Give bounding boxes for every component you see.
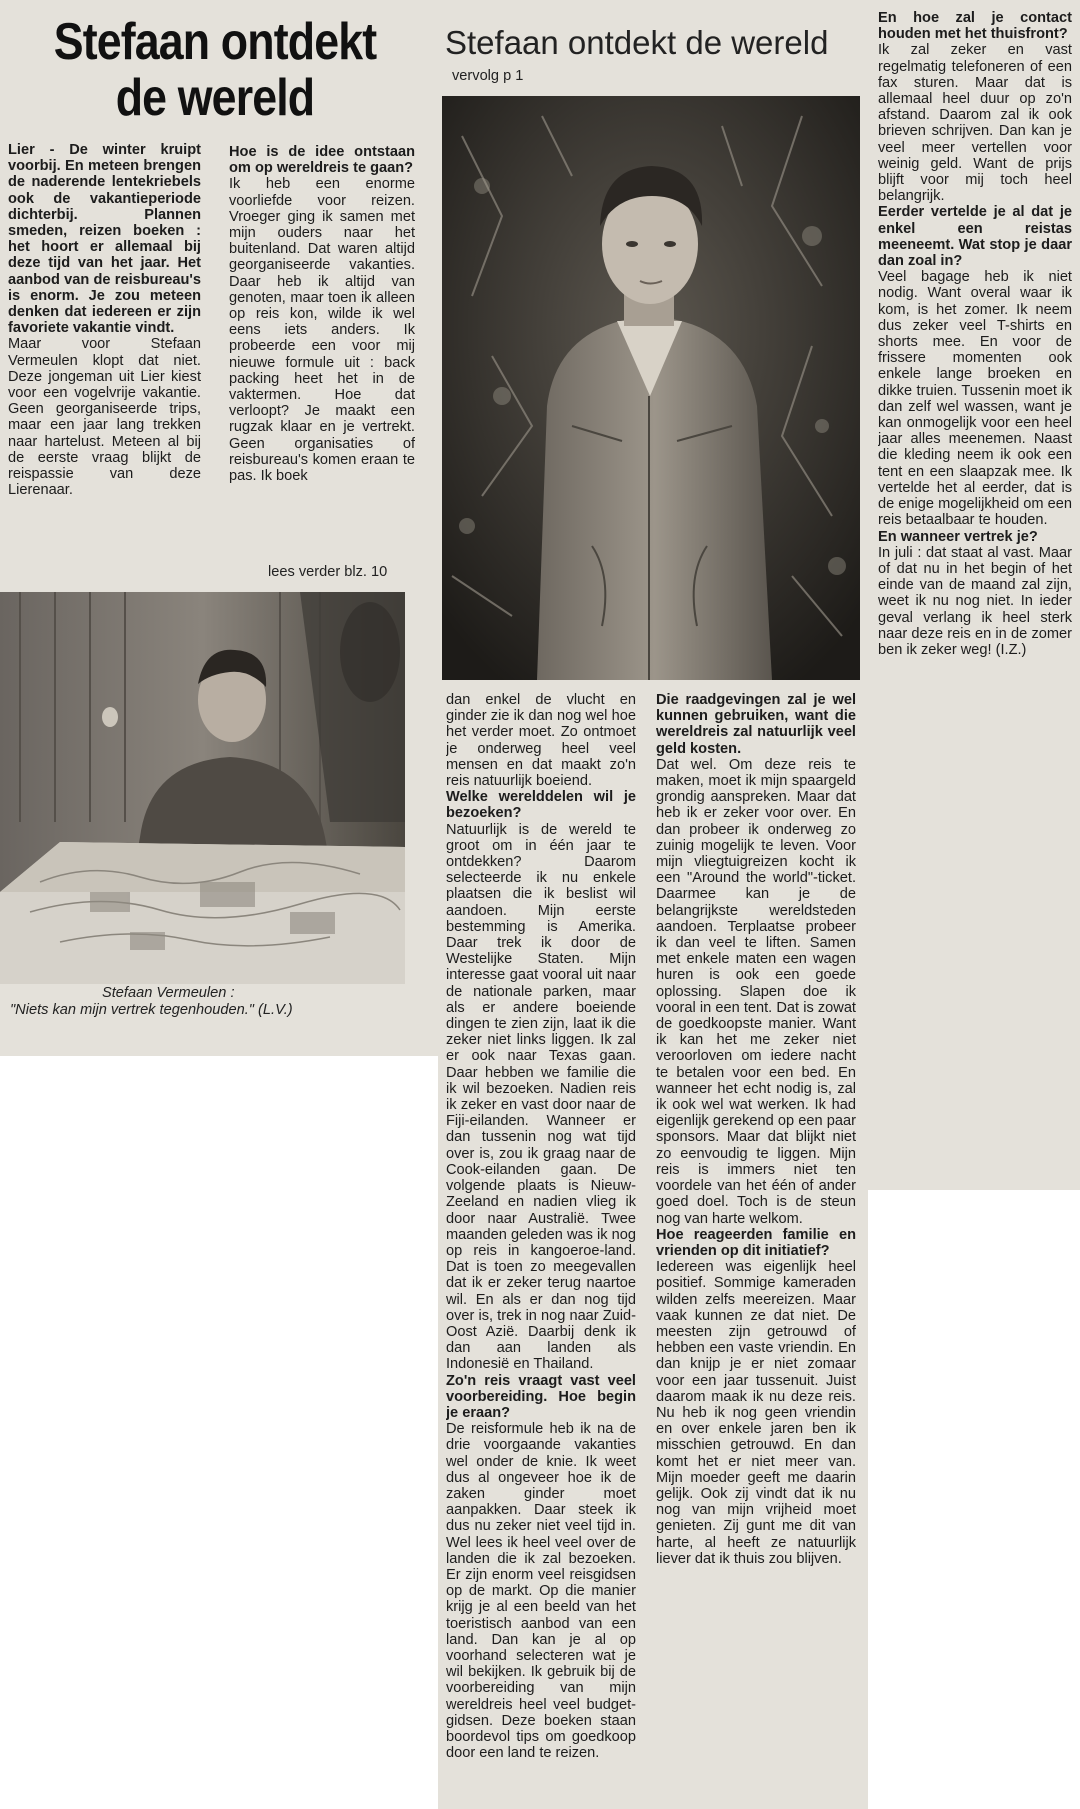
caption-quote: "Niets kan mijn vertrek tegenhouden." (L.V.) <box>10 1002 293 1018</box>
question-6: En hoe zal je contact houden met het thuisfront? <box>878 10 1072 43</box>
continued-column-c <box>878 10 1072 1185</box>
answer-4: Dat wel. Om deze reis te maken, moet ik mijn spaargeld grondig aanspreken. Maar dat heb ik er zeker voor over. En dan probeer ik onderweg zo zuinig mogelijk te leven. Voor mijn vliegtuigreizen kocht ik een "Around the world"-ticket. Daarmee kan je de belangrijkste wereldsteden aandoen. Terplaatse probeer ik dan veel te liften. Samen met enkele maten een wagen huren is ook een goede oplossing. Slapen doe ik vooral in een tent. Dat is zowat de goedkoopste manier. Want ik kan het me zeker niet veroorloven om iedere nacht te betalen voor een bed. En wanneer het echt nodig is, zal ik ook wel wat werken. Ik had eigenlijk gerekend op een paar sponsors. Maar dat blijkt niet zo eenvoudig te liggen. Mijn reis is immers niet ten voordele van het één of ander goed doel. Toch is de steun nog van harte welkom. <box>656 756 856 1227</box>
question-8: En wanneer vertrek je? <box>878 528 1038 545</box>
caption-name: Stefaan Vermeulen : <box>102 985 235 1001</box>
question-7: Eerder vertelde je al dat je enkel een reistas meeneemt. Wat stop je daar dan zoal in? <box>878 204 1072 270</box>
answer-8: In juli : dat staat al vast. Maar of dat nu in het begin of het einde van de maand zal zijn, weet ik nu nog niet. In ieder geval verlang ik heel sterk naar deze reis en in de zomer ben ik zeker weg! (I.Z.) <box>878 544 1072 658</box>
question-1: Hoe is de idee ontstaan om op wereldreis te gaan? <box>229 144 415 177</box>
headline <box>30 14 400 126</box>
answer-1: Ik heb een enorme voorliefde voor reizen. Vroeger ging ik samen met mijn ouders naar het buitenland. Dat waren altijd georganiseerde vakanties. Daar heb ik altijd van genoten, maar toen ik alleen op reis kon, wilde ik wel eens iets anders. Ik probeerde een voor mij nieuwe formule uit : back packing heet het in de vaktermen. Hoe dat verloopt? Je maakt een rugzak klaar en je vertrekt. Geen organisaties of reisbureau's komen eraan te pas. Ik boek <box>229 176 415 485</box>
portrait-photo <box>442 96 860 680</box>
continued-column-a <box>446 692 636 1809</box>
answer-2: Natuurlijk is de wereld te groot om in één jaar te ontdekken? Daarom selecteerde ik nu enkele plaatsen die ik beslist wil aandoen. Mijn eerste bestemming is Amerika. Daar trek ik door de Westelijke Staten. Mijn interesse gaat vooral uit naar de nationale parken, maar als er andere boeiende dingen te zien zijn, laat ik die zeker niet links liggen. Ik zal er ook naar Texas gaan. Daar hebben we familie die ik wil bezoeken. Nadien reis ik zeker en vast door naar de Fiji-eilanden. Wanneer er dan tussenin nog wat tijd over is, zou ik graag naar de Cook-eilanden gaan. De volgende plaats is Nieuw-Zeeland en nadien vlieg ik door naar Australië. Twee maanden geleden was ik nog op reis in kangoeroe-land. Dat is toen zo meegevallen dat ik er zeker terug naartoe wil. En als er dan nog tijd over is, trek in nog naar Zuid-Oost Azië. Daarbij denk ik dan aan landen als Indonesië en Thailand. <box>446 821 636 1373</box>
question-5: Hoe reageerden familie en vrienden op dit initiatief? <box>656 1226 856 1259</box>
article-intro: Maar voor Stefaan Vermeulen klopt dat niet. Deze jongeman uit Lier kiest voor een vogelvrije vakantie. Geen georganiseerde trips, maar een jaar lang trekken naar hartelust. Meteen al bij de eerste vraag blijkt de reispassie van deze Lierenaar. <box>8 336 201 499</box>
continued-on-label: lees verder blz. 10 <box>268 564 388 580</box>
question-4: Die raadgevingen zal je wel kunnen gebruiken, want die wereldreis zal natuurlijk veel geld kosten. <box>656 692 856 757</box>
front-photo <box>0 592 405 984</box>
answer-5: Iedereen was eigenlijk heel positief. Sommige kameraden wilden zelfs meereizen. Maar vaak kunnen ze dat niet. De meesten zijn getrouwd of hebben een vaste vriendin. En dan knijp je er niet zomaar voor een jaar tussenuit. Juist daarom maak ik nu deze reis. Nu heb ik nog geen vriendin en over enkele jaren ben ik misschien getrouwd. En dan komt het er niet meer van. Mijn moeder geeft me daarin gelijk. Ook zij vindt dat ik nu nog van mijn vrijheid moet genieten. Zij gunt me dit van harte, al heeft ze natuurlijk liever dat ik thuis zou blijven. <box>656 1259 856 1567</box>
question-3: Zo'n reis vraagt vast veel voorbereiding. Hoe begin je eraan? <box>446 1372 636 1421</box>
front-column-2 <box>229 144 415 562</box>
answer-3: De reisformule heb ik na de drie voorgaande vakanties wel onder de knie. Ik weet dus al ongeveer hoe ik de zaken ginder moet aanpakken. Daar steek ik dus nu zeker niet veel tijd in. Wel lees ik heel veel over de landen die ik zal bezoeken. Er zijn enorm veel reisgidsen op de markt. Op die manier krijg je al een beeld van het toeristisch aanbod van een land. Dan kan je al op voorhand selecteren wat je wil bekijken. Ik gebruik bij de voorbereiding van mijn wereldreis heel veel budget-gidsen. Deze boeken staan boordevol tips om goedkoop door een land te reizen. <box>446 1421 636 1762</box>
continuation-text: dan enkel de vlucht en ginder zie ik dan nog wel hoe het verder moet. Zo ontmoet je onderweg heel veel mensen en dat maakt zo'n reis natuurlijk boeiend. <box>446 692 636 790</box>
continued-headline: Stefaan ontdekt de wereld <box>445 24 829 61</box>
question-2: Welke werelddelen wil je bezoeken? <box>446 789 636 822</box>
article-lead: Lier - De winter kruipt voorbij. En meteen brengen de naderende lentekriebels ook de vakantieperiode dichterbij. Plannen smeden, reizen boeken : het hoort er allemaal bij deze tijd van het jaar. Het aanbod van de reisbureau's is enorm. Je zou meteen denken dat iedereen er zijn favoriete vakantie vindt. <box>8 142 201 337</box>
continued-from-label: vervolg p 1 <box>452 68 524 84</box>
front-column-1 <box>8 142 201 584</box>
photo-caption <box>10 985 410 1019</box>
answer-6: Ik zal zeker en vast regelmatig telefoneren of een fax sturen. Maar dat is allemaal heel duur op zo'n afstand. Daarom zal ik ook brieven schrijven. Dan kan je veel meer vertellen voor weinig geld. Want de prijs blijft voor mij toch heel belangrijk. <box>878 42 1072 205</box>
continued-column-b <box>656 692 856 1809</box>
headline-line-2: de wereld <box>115 69 315 127</box>
headline-line-1: Stefaan ontdekt <box>53 13 377 71</box>
answer-7: Veel bagage heb ik niet nodig. Want overal waar ik kom, is het zomer. Ik neem dus zeker veel T-shirts en shorts mee. En voor de frissere momenten ook enkele lange broeken en dikke truien. Tussenin moet ik dan zelf wel wassen, want je kan onmogelijk voor een heel jaar alles meenemen. Naast die kleding neem ik ook een tent en een slaapzak mee. Ik vertelde het al eerder, dat is de enige mogelijkheid om een reis betaalbaar te houden. <box>878 269 1072 529</box>
